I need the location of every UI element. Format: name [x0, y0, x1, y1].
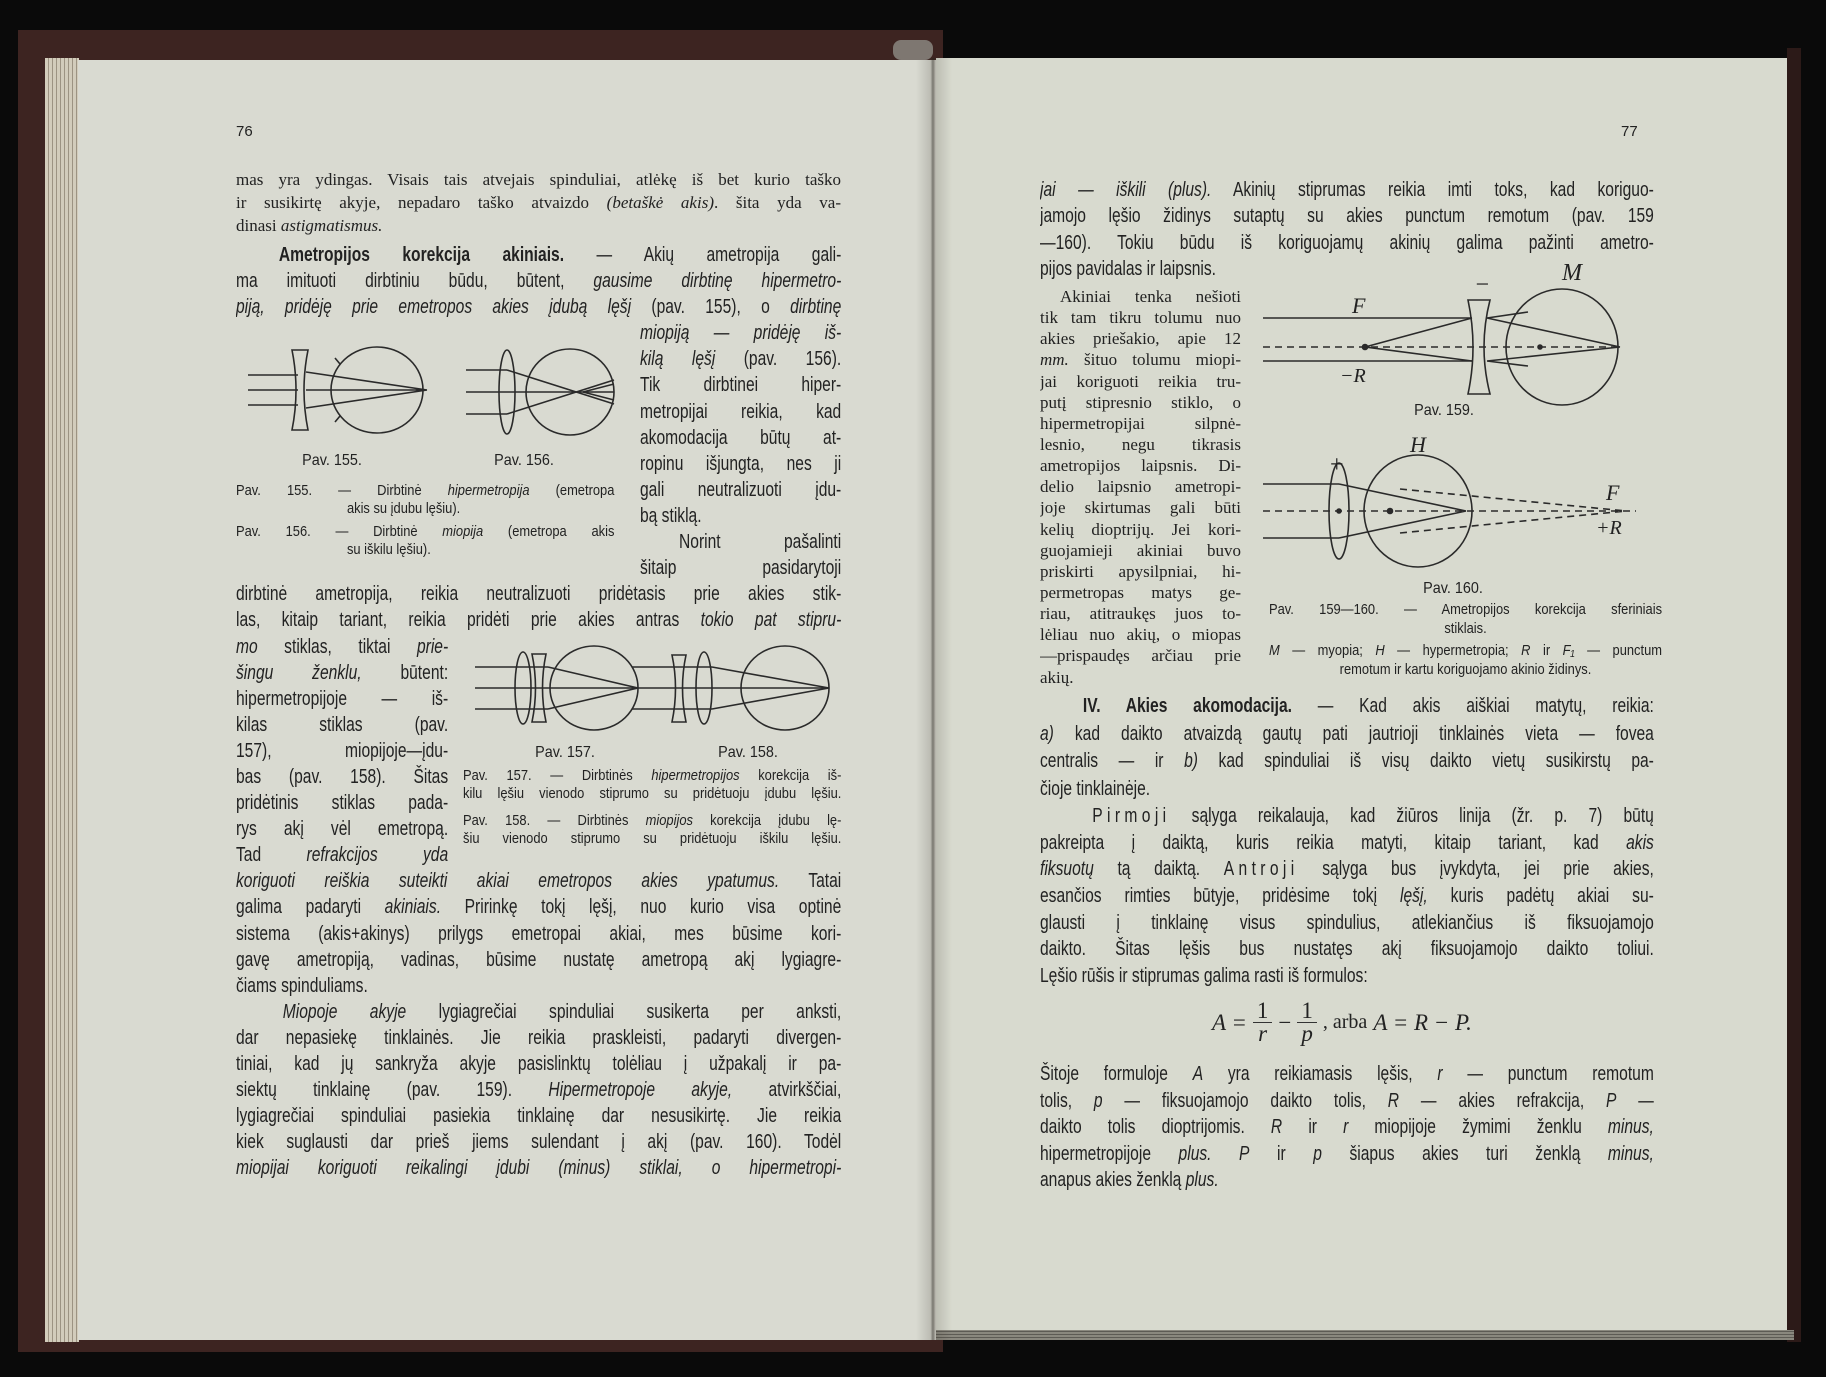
- fig159-lens-sign: −: [1474, 272, 1491, 298]
- fig157-hypermetropia-correction-diagram: [475, 646, 638, 730]
- text-run: stiklas, tiktai: [257, 635, 417, 658]
- formula-minus: −: [1278, 1009, 1292, 1035]
- formula-separator: , arba: [1322, 1011, 1368, 1033]
- text-run: Tad: [236, 844, 307, 867]
- italic-text: šingu ženklu,: [236, 661, 362, 684]
- text-run: kelių dioptrijų. Jei kori-: [1040, 519, 1241, 539]
- italic-text: Hipermetropoje akyje,: [548, 1079, 733, 1102]
- italic-text: H: [1375, 642, 1385, 659]
- text-run: (emetropa akis: [483, 523, 615, 540]
- text-run: gavę ametropiją, vadinas, būsime nustatę ametropą akį lygiagre-: [236, 948, 842, 971]
- text-run: hipermetropijoje — iš-: [236, 687, 449, 710]
- italic-text: r: [1437, 1063, 1443, 1085]
- fig155-label: Pav. 155.: [302, 452, 362, 469]
- text-run: anapus akies ženklą: [1040, 1169, 1186, 1191]
- fraction-numerator: 1: [1253, 1000, 1273, 1023]
- text-run: joje skirtumas gali būti: [1040, 498, 1241, 518]
- text-run: — Akių ametropija gali-: [564, 244, 842, 266]
- text-run: putį stipresnio stiklo, o: [1040, 392, 1241, 412]
- italic-text: koriguoti reiškia suteikti akiai emetropos akies ypatumus.: [236, 870, 780, 893]
- text-run: rys akį vėl emetropą.: [236, 818, 449, 841]
- text-run: hipermetropijoje: [1040, 1142, 1179, 1165]
- fraction-denominator: p: [1301, 1021, 1313, 1046]
- fig160-focus-label: F: [1606, 480, 1620, 505]
- text-run: miopijoje žymimi ženklu: [1348, 1116, 1608, 1138]
- text-run: Tik dirbtinei hiper-: [640, 374, 842, 397]
- italic-text: R: [1387, 1089, 1400, 1112]
- fig158-myopia-correction-diagram: [632, 646, 829, 730]
- bold-heading: IV. Akies akomodacija.: [1082, 695, 1292, 717]
- text-run: kuris padėtų akiai su-: [1427, 885, 1654, 908]
- text-run: —160). Tokiu būdu iš koriguojamų akinių galima pažinti ametro-: [1040, 231, 1654, 254]
- italic-text: (betaškė akis): [606, 193, 714, 212]
- fig160-lens-sign: +: [1330, 452, 1344, 478]
- text-run: ir susikirtę akyje, nepadaro taško atvaizdo: [236, 193, 607, 212]
- text-run: Akiniai tenka nešioti: [1060, 287, 1241, 306]
- italic-text: mm.: [1040, 350, 1069, 370]
- text-run: esančios rimties būtyje, pridėsime tokį: [1040, 885, 1400, 908]
- italic-text: refrakcijos yda: [306, 844, 449, 867]
- text-run: priskirti apysilpniai, hi-: [1040, 561, 1241, 581]
- fig159-myopia-spectacle-diagram: [1263, 260, 1620, 405]
- bold-heading: Ametropijos korekcija akiniais.: [278, 244, 565, 266]
- text-run: kiek suglausti dar prieš jiems sulendant į akį (pav. 160). Todėl: [236, 1131, 842, 1154]
- text-run: bas (pav. 158). Šitas: [236, 765, 449, 788]
- text-run: Pav. 155. — Dirbtinė: [236, 482, 448, 499]
- italic-text: F₁: [1562, 642, 1575, 659]
- text-run: tolis,: [1040, 1089, 1094, 1112]
- italic-text: Miopoje akyje: [282, 1000, 407, 1023]
- text-run: (pav. 156).: [715, 348, 842, 371]
- text-run: akies priešakio, apie 12: [1040, 329, 1241, 349]
- text-run: atvirkščiai,: [732, 1079, 842, 1102]
- text-run: galima padaryti: [236, 896, 385, 919]
- text-run: dirbtinė ametropija, reikia neutralizuoti pridėtasis prie akies stik-: [236, 583, 842, 606]
- italic-text: A: [1192, 1063, 1204, 1085]
- text-run: sąlyga reikalauja, kad žiūros linija (žr. p. 7) būtų: [1170, 805, 1654, 827]
- fig158-label: Pav. 158.: [718, 744, 778, 761]
- italic-text: mo: [236, 635, 258, 658]
- text-run: las, kitaip tariant, reikia pridėti prie akies antras: [236, 609, 701, 632]
- text-run: dar nepasiekę tinklainės. Jie reikia praskleisti, padaryti divergen-: [236, 1026, 842, 1049]
- text-run: — Kad akis aiškiai matytų, reikia:: [1291, 695, 1654, 717]
- text-run: daikto tolis dioptrijomis.: [1040, 1116, 1271, 1138]
- page-number-right: 77: [1621, 123, 1638, 140]
- text-run: delio laipsnio ametropi-: [1040, 477, 1241, 497]
- text-run: akis su įdubu lęšiu).: [346, 499, 461, 517]
- text-run: jai koriguoti reikia tru-: [1040, 371, 1241, 391]
- italic-text: kilą lęšį: [640, 348, 716, 371]
- italic-text: miopijos: [645, 812, 693, 829]
- text-run: daikto. Šitas lęšis bus nustatęs akį fiksuojamojo daikto toliui.: [1040, 938, 1654, 961]
- italic-text: lęšį,: [1399, 885, 1428, 908]
- text-run: hipermetropijai silpnė-: [1040, 413, 1241, 433]
- text-run: (pav. 155), o: [631, 296, 791, 319]
- text-run: —: [1616, 1089, 1654, 1112]
- text-run: Lęšio rūšis ir stiprumas galima rasti iš formulos:: [1040, 965, 1368, 988]
- italic-text: astigmatismus.: [280, 216, 383, 235]
- italic-text: r: [1343, 1116, 1349, 1138]
- text-run: ir: [1530, 642, 1563, 659]
- text-run: akių.: [1040, 667, 1074, 687]
- italic-text: fiksuotų: [1040, 858, 1094, 881]
- text-run: kad daikto atvaizdą gautų pati jautrioji tinklainės vieta — fovea: [1053, 722, 1654, 745]
- text-run: (emetropa: [529, 482, 615, 499]
- text-run: šiapus akies turi ženklą: [1321, 1142, 1608, 1165]
- text-run: centralis — ir: [1040, 750, 1185, 772]
- text-run: dinasi: [236, 216, 281, 235]
- text-run: lygiagrečiai spinduliai susikerta per anksti,: [406, 1000, 842, 1023]
- text-run: — akies refrakcija,: [1399, 1089, 1607, 1112]
- italic-text: plus.: [1185, 1169, 1219, 1191]
- text-run: sistema (akis+akinys) prilygs emetropai akiai, mes būsime kori-: [236, 922, 842, 945]
- italic-text: p: [1313, 1142, 1322, 1165]
- fig160-label: Pav. 160.: [1423, 580, 1483, 597]
- text-run: Pririnkę tokį lęšį, nuo kurio visa optinė: [441, 896, 842, 919]
- text-run: pridėtinis stiklas pada-: [236, 792, 449, 815]
- text-run: permetropas matys ge-: [1040, 582, 1241, 602]
- text-run: riau, atitraukęs juos to-: [1040, 604, 1241, 624]
- italic-text: akiniais.: [384, 896, 442, 919]
- italic-text: dirbtinę: [790, 296, 842, 319]
- text-run: tą daiktą.: [1093, 858, 1224, 881]
- fig157-label: Pav. 157.: [535, 744, 595, 761]
- text-run: kad spinduliai iš visų daikto vietų susikirstų pa-: [1197, 750, 1654, 772]
- text-run: ma imituoti dirbtiniu būdu, būtent,: [236, 270, 594, 293]
- text-run: sąlyga bus įvykdyta, jei prie akies,: [1298, 858, 1654, 881]
- italic-text: plus.: [1178, 1142, 1212, 1165]
- fraction-denominator: r: [1258, 1021, 1268, 1046]
- fig159-eye-label: M: [1562, 260, 1582, 286]
- italic-text: R: [1521, 642, 1531, 659]
- text-run: ametropijos laipsnis. Di-: [1040, 456, 1241, 476]
- text-run: ropinu išjungta, nes ji: [640, 452, 842, 475]
- text-run: Norint pašalinti: [679, 531, 842, 554]
- italic-text: minus,: [1607, 1142, 1654, 1165]
- text-run: — punctum: [1574, 642, 1663, 659]
- text-run: lygiagrečiai spinduliai pasiekia tinklainę dar nesusikirtę. Jie reikia: [236, 1105, 842, 1128]
- fig155-concave-lens-eye-diagram: [248, 347, 427, 433]
- fig159-focus-label: F: [1352, 293, 1366, 318]
- italic-text: akis: [1626, 831, 1654, 854]
- text-run: ir: [1282, 1116, 1344, 1138]
- text-run: čioje tinklainėje.: [1040, 777, 1151, 800]
- text-run: Pav. 158. — Dirbtinės: [463, 812, 646, 829]
- text-run: stiklais.: [1444, 620, 1487, 637]
- text-run: Akinių stiprumas reikia imti toks, kad koriguo-: [1211, 179, 1654, 201]
- spaced-text: Pirmoji: [1092, 805, 1171, 827]
- text-run: yra reikiamasis lęšis,: [1203, 1063, 1438, 1085]
- fraction-numerator: 1: [1297, 1000, 1317, 1023]
- text-run: 157), miopijoje—įdu-: [236, 739, 449, 762]
- spaced-text: Antroji: [1223, 858, 1299, 881]
- italic-text: tokio pat stipru-: [700, 609, 842, 632]
- text-run: ir: [1249, 1142, 1314, 1165]
- fig160-eye-label: H: [1410, 432, 1426, 457]
- italic-text: R: [1270, 1116, 1283, 1138]
- italic-text: gausime dirbtinę hipermetro-: [593, 270, 842, 293]
- italic-text: hipermetropija: [447, 482, 530, 499]
- fig160-hypermetropia-spectacle-diagram: [1263, 432, 1636, 567]
- text-run: siektų tinklainę (pav. 159).: [236, 1079, 549, 1102]
- text-run: jamojo lęšio židinys sutaptų su akies punctum remotum (pav. 159: [1040, 205, 1654, 228]
- italic-text: miopijai koriguoti reikalingi įdubi (minus) stiklai, o hipermetropi-: [236, 1157, 842, 1180]
- text-run: korekcija įdubu lę-: [692, 812, 842, 829]
- text-run: — hypermetropia;: [1384, 642, 1522, 659]
- italic-text: minus,: [1607, 1116, 1654, 1138]
- text-run: —prispaudęs arčiau prie: [1040, 646, 1241, 666]
- text-run: kilu lęšiu vienodo stiprumo su pridėtuoju įdubu lęšiu.: [463, 785, 842, 802]
- text-run: glausti į tinklainę visus spindulius, atlekiančius iš fiksuojamojo: [1040, 911, 1654, 934]
- text-run: gali neutralizuoti įdu-: [640, 478, 842, 501]
- italic-text: hipermetropijos: [651, 767, 740, 784]
- formula-rhs: A = R − P.: [1373, 1009, 1472, 1035]
- text-run: korekcija iš-: [739, 767, 842, 784]
- italic-text: miopiją — pridėję iš-: [640, 322, 842, 345]
- text-run: metropijai reikia, kad: [640, 400, 842, 423]
- italic-text: piją, pridėję prie emetropos akies įdubą lęšį: [236, 296, 632, 319]
- text-run: Pav. 159—160. — Ametropijos korekcija sferiniais: [1269, 601, 1663, 618]
- italic-text: prie-: [416, 635, 449, 658]
- text-run: — punctum remotum: [1442, 1063, 1654, 1085]
- fig160-remote-label: +R: [1596, 517, 1622, 539]
- text-run: — myopia;: [1279, 642, 1376, 659]
- text-run: tiniai, kad jų sankryža akyje pasislinktų tolėliau į užpakalį ir pa-: [236, 1053, 842, 1076]
- text-run: lėliau nuo akių, o miopas: [1040, 625, 1241, 645]
- italic-text: M: [1269, 642, 1280, 659]
- italic-text: b): [1184, 750, 1198, 772]
- text-run: . šita yda va-: [713, 193, 841, 212]
- text-run: kilas stiklas (pav.: [236, 713, 449, 736]
- italic-text: P: [1239, 1142, 1250, 1165]
- text-run: mas yra ydingas. Visais tais atvejais spinduliai, atlėkę iš bet kurio taško: [236, 170, 841, 189]
- italic-text: p: [1093, 1089, 1103, 1112]
- fig156-convex-lens-eye-diagram: [466, 349, 614, 435]
- text-run: šitaip pasidarytoji: [640, 557, 842, 580]
- text-run: bą stiklą.: [640, 504, 702, 527]
- text-run: Šitoje formuloje: [1040, 1063, 1193, 1085]
- text-run: tik tam tikru tolumu nuo: [1040, 308, 1241, 328]
- text-run: Tatai: [779, 870, 842, 893]
- text-run: Pav. 157. — Dirbtinės: [463, 767, 652, 784]
- fig156-label: Pav. 156.: [494, 452, 554, 469]
- text-run: guojamieji akiniai buvo: [1040, 540, 1241, 560]
- text-run: Pav. 156. — Dirbtinė: [236, 523, 443, 540]
- italic-text: miopija: [442, 523, 484, 540]
- italic-text: jai — iškili (plus).: [1040, 179, 1212, 201]
- text-run: pakreipta į daiktą, kuris reikia matyti, kitaip tariant, kad: [1040, 831, 1627, 854]
- text-run: remotum ir kartu koriguojamo akinio židinys.: [1339, 661, 1592, 678]
- text-run: — fiksuojamojo daikto tolis,: [1102, 1089, 1388, 1112]
- italic-text: P: [1606, 1089, 1617, 1112]
- text-run: pijos pavidalas ir laipsnis.: [1040, 257, 1217, 280]
- text-run: šituo tolumu miopi-: [1068, 350, 1241, 370]
- text-run: su iškilu lęšiu).: [346, 540, 431, 558]
- text-run: čiams spinduliams.: [236, 974, 368, 997]
- text-run: šiu vienodo stiprumo su pridėtuoju iškilu lęšiu.: [463, 830, 842, 847]
- fig159-remote-label: −R: [1340, 365, 1366, 387]
- italic-text: a): [1040, 722, 1054, 745]
- text-run: akomodacija būtų at-: [640, 426, 842, 449]
- page-number-left: 76: [236, 123, 253, 140]
- text-run: būtent:: [361, 661, 449, 684]
- text-run: lesnio, negu tikrasis: [1040, 434, 1241, 454]
- formula-lhs: A =: [1212, 1009, 1247, 1035]
- fig159-label: Pav. 159.: [1414, 402, 1474, 419]
